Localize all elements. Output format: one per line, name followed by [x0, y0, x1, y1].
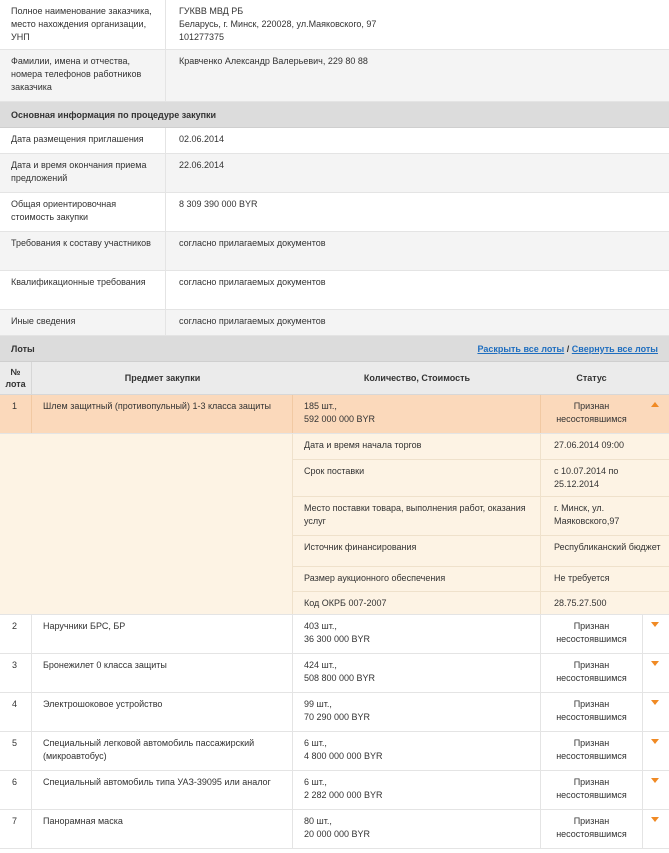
procedure-row: [0, 271, 669, 310]
lot-cost: 4 800 000 000 BYR: [304, 751, 383, 761]
details-spacer: [0, 434, 293, 614]
lot-quantity: 424 шт.,: [304, 660, 337, 670]
lot-cost: 508 800 000 BYR: [304, 673, 376, 683]
expand-arrow-icon[interactable]: [651, 778, 659, 783]
detail-row: [293, 460, 669, 497]
expand-arrow-icon[interactable]: [651, 700, 659, 705]
lots-toggle-links: [477, 336, 669, 362]
column-header-lot-number: № лота: [0, 362, 32, 394]
customer-address-line: Беларусь, г. Минск, 220028, ул.Маяковского, 97: [179, 19, 377, 29]
procedure-row: [0, 154, 669, 193]
detail-value: с 10.07.2014 по 25.12.2014: [554, 466, 619, 489]
customer-contacts-label: Фамилии, имена и отчества, номера телефонов работников заказчика: [0, 50, 166, 101]
lot-subject: Специальный автомобиль типа УАЗ-39095 или аналог: [32, 771, 293, 809]
lots-table-header: [0, 362, 669, 395]
expand-arrow-icon[interactable]: [651, 661, 659, 666]
lot-quantity: 99 шт.,: [304, 699, 332, 709]
column-header-toggle: [642, 362, 669, 394]
procedure-row-value: согласно прилагаемых документов: [179, 238, 326, 248]
procedure-row-value: согласно прилагаемых документов: [179, 316, 326, 326]
detail-label: Размер аукционного обеспечения: [293, 567, 541, 591]
expand-all-lots-link[interactable]: Раскрыть все лоты: [477, 343, 565, 354]
lot-status: Признан несостоявшимся: [556, 401, 627, 424]
lot-toggle[interactable]: [642, 732, 669, 770]
detail-row: [293, 536, 669, 567]
lot-details-grid: [293, 434, 669, 614]
lot-quantity-cost: [293, 693, 541, 731]
lot-subject: Панорамная маска: [32, 810, 293, 848]
detail-value: 28.75.27.500: [554, 598, 607, 608]
lot-subject: Наручники БРС, БР: [32, 615, 293, 653]
lot-row[interactable]: [0, 810, 669, 849]
procedure-row-label: Общая ориентировочная стоимость закупки: [0, 193, 166, 231]
links-separator: /: [566, 343, 570, 354]
lot-toggle[interactable]: [642, 771, 669, 809]
detail-label: Дата и время начала торгов: [293, 434, 541, 459]
lot-details-panel: [0, 434, 669, 615]
lot-cost: 2 282 000 000 BYR: [304, 790, 383, 800]
customer-name-label: Полное наименование заказчика, место нахождения организации, УНП: [0, 0, 166, 49]
lot-number: 4: [0, 693, 32, 731]
procedure-row: [0, 232, 669, 271]
lots-title: Лоты: [11, 343, 35, 354]
detail-row: [293, 497, 669, 536]
lot-quantity: 185 шт.,: [304, 401, 337, 411]
collapse-all-lots-link[interactable]: Свернуть все лоты: [571, 343, 658, 354]
lot-quantity-cost: [293, 810, 541, 848]
customer-name-value: [166, 0, 669, 49]
lot-toggle[interactable]: [642, 615, 669, 653]
lot-quantity-cost: [293, 732, 541, 770]
lot-row[interactable]: [0, 654, 669, 693]
lot-row[interactable]: [0, 771, 669, 810]
lot-quantity-cost: [293, 654, 541, 692]
lot-row[interactable]: [0, 615, 669, 654]
lot-subject: Шлем защитный (противопульный) 1-3 класса защиты: [32, 395, 293, 433]
lot-row[interactable]: [0, 693, 669, 732]
procedure-row-label: Дата и время окончания приема предложений: [0, 154, 166, 192]
lot-cost: 20 000 000 BYR: [304, 829, 371, 839]
procedure-row-label: Требования к составу участников: [0, 232, 166, 270]
customer-contacts-value: Кравченко Александр Валерьевич, 229 80 88: [179, 56, 368, 66]
lot-quantity-cost: [293, 615, 541, 653]
lot-toggle[interactable]: [642, 810, 669, 848]
procedure-row-value: 22.06.2014: [179, 160, 225, 170]
detail-label: Код ОКРБ 007-2007: [293, 592, 541, 614]
column-header-quantity: Количество, Стоимость: [363, 373, 471, 383]
procedure-row-value: 8 309 390 000 BYR: [179, 199, 258, 209]
detail-row: [293, 434, 669, 460]
customer-name-line: ГУКВВ МВД РБ: [179, 6, 244, 16]
customer-unp-line: 101277375: [179, 32, 225, 42]
lot-cost: 70 290 000 BYR: [304, 712, 371, 722]
expand-arrow-icon[interactable]: [651, 739, 659, 744]
detail-row: [293, 592, 669, 614]
lot-number: 5: [0, 732, 32, 770]
lot-status: Признан несостоявшимся: [556, 699, 627, 722]
customer-name-row: [0, 0, 669, 50]
lot-subject: Бронежилет 0 класса защиты: [32, 654, 293, 692]
procedure-row: [0, 128, 669, 154]
collapse-arrow-icon[interactable]: [651, 402, 659, 407]
detail-value: Не требуется: [554, 573, 610, 583]
lot-row[interactable]: [0, 732, 669, 771]
lot-number: 6: [0, 771, 32, 809]
lot-toggle[interactable]: [642, 693, 669, 731]
lot-status: Признан несостоявшимся: [556, 816, 627, 839]
lot-number: 2: [0, 615, 32, 653]
detail-value: Республиканский бюджет: [554, 542, 661, 552]
expand-arrow-icon[interactable]: [651, 622, 659, 627]
lot-cost: 592 000 000 BYR: [304, 414, 376, 424]
lot-toggle[interactable]: [642, 395, 669, 433]
lot-quantity: 6 шт.,: [304, 777, 327, 787]
lot-subject: Специальный легковой автомобиль пассажирский (микроавтобус): [32, 732, 293, 770]
lot-status: Признан несостоявшимся: [556, 738, 627, 761]
lot-quantity: 80 шт.,: [304, 816, 332, 826]
customer-contacts-row: [0, 50, 669, 102]
lot-number: 1: [0, 395, 32, 433]
detail-label: Срок поставки: [293, 460, 541, 496]
column-header-status: Статус: [576, 373, 607, 383]
procedure-row: [0, 193, 669, 232]
lot-row[interactable]: [0, 395, 669, 434]
lot-quantity: 6 шт.,: [304, 738, 327, 748]
detail-value: 27.06.2014 09:00: [554, 440, 625, 450]
column-header-subject: Предмет закупки: [124, 373, 201, 383]
lot-subject: Электрошоковое устройство: [32, 693, 293, 731]
lot-quantity-cost: [293, 395, 541, 433]
procedure-row-label: Квалификационные требования: [0, 271, 166, 309]
detail-label: Место поставки товара, выполнения работ, оказания услуг: [293, 497, 541, 535]
lot-status: Признан несостоявшимся: [556, 621, 627, 644]
lot-quantity-cost: [293, 771, 541, 809]
lot-status: Признан несостоявшимся: [556, 777, 627, 800]
procedure-row: [0, 310, 669, 336]
detail-label: Источник финансирования: [293, 536, 541, 566]
expand-arrow-icon[interactable]: [651, 817, 659, 822]
procedure-row-label: Иные сведения: [0, 310, 166, 335]
lot-number: 3: [0, 654, 32, 692]
lot-cost: 36 300 000 BYR: [304, 634, 371, 644]
detail-value: г. Минск, ул. Маяковского,97: [554, 503, 620, 526]
lot-status: Признан несостоявшимся: [556, 660, 627, 683]
lots-section-header: [0, 336, 669, 362]
detail-row: [293, 567, 669, 592]
lot-quantity: 403 шт.,: [304, 621, 337, 631]
procedure-row-value: 02.06.2014: [179, 134, 225, 144]
lot-toggle[interactable]: [642, 654, 669, 692]
procedure-section-header: Основная информация по процедуре закупки: [0, 102, 669, 128]
procedure-row-value: согласно прилагаемых документов: [179, 277, 326, 287]
lot-number: 7: [0, 810, 32, 848]
procedure-row-label: Дата размещения приглашения: [0, 128, 166, 153]
